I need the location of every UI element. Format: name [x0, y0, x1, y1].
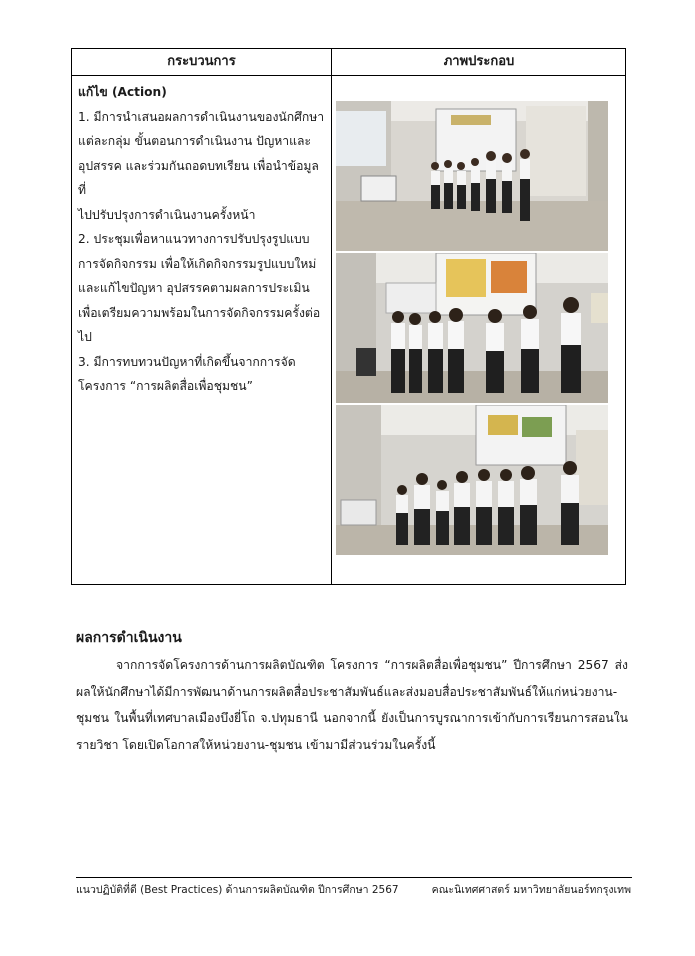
footer-right-text: คณะนิเทศศาสตร์ มหาวิทยาลัยนอร์ทกรุงเทพ	[431, 884, 631, 896]
process-line: และแก้ไขปัญหา อุปสรรคตามผลการประเมิน	[78, 281, 310, 295]
process-cell	[78, 80, 326, 399]
process-line: 2. ประชุมเพื่อหาแนวทางการปรับปรุงรูปแบบ	[78, 232, 310, 246]
header-illustration: ภาพประกอบ	[443, 54, 515, 69]
process-line: โครงการ “การผลิตสื่อเพื่อชุมชน”	[78, 379, 253, 393]
photo-column	[336, 101, 608, 557]
presentation-photo-1	[336, 101, 608, 251]
footer-divider	[76, 877, 632, 878]
results-text: จากการจัดโครงการด้านการผลิตบัณฑิต โครงการ “การผลิตสื่อเพื่อชุมชน” ปีการศึกษา 2567 ส่งผลให้นักศึกษาได้มีการพัฒนาด้านการผลิตสื่อประชาสัมพันธ์และส่งมอบสื่อประชาสัมพันธ์ให้แก่หน่วยงาน-ชุมชน ในพื้นที่เทศบาลเมืองบึงยี่โถ จ.ปทุมธานี นอกจากนี้ ยังเป็นการบูรณาการเข้ากับการเรียนการสอนในรายวิชา โดยเปิดโอกาสให้หน่วยงาน-ชุมชน เข้ามามีส่วนร่วมในครั้งนี้	[76, 658, 628, 752]
header-process: กระบวนการ	[167, 54, 236, 69]
process-line: อุปสรรค และร่วมกันถอดบทเรียน เพื่อนำข้อมูลที่	[78, 158, 319, 197]
process-title: แก้ไข (Action)	[78, 85, 167, 99]
results-heading: ผลการดำเนินงาน	[76, 630, 182, 646]
presentation-photo-3	[336, 405, 608, 555]
process-table	[71, 48, 626, 585]
process-line: แต่ละกลุ่ม ขั้นตอนการดำเนินงาน ปัญหาและ	[78, 134, 311, 148]
table-divider-vertical	[331, 49, 332, 584]
process-line: ไปปรับปรุงการดำเนินงานครั้งหน้า	[78, 207, 256, 222]
table-divider-horizontal	[72, 75, 625, 76]
footer-left-text: แนวปฏิบัติที่ดี (Best Practices) ด้านการผลิตบัณฑิต ปีการศึกษา 2567	[76, 884, 399, 896]
presentation-photo-2	[336, 253, 608, 403]
results-paragraph	[76, 652, 628, 758]
process-line: เพื่อเตรียมความพร้อมในการจัดกิจกรรมครั้งต่อไป	[78, 305, 321, 344]
process-line: 3. มีการทบทวนปัญหาที่เกิดขึ้นจากการจัด	[78, 354, 296, 369]
process-line: การจัดกิจกรรม เพื่อให้เกิดกิจกรรมรูปแบบใหม่	[78, 256, 317, 271]
process-line: 1. มีการนำเสนอผลการดำเนินงานของนักศึกษา	[78, 109, 325, 124]
